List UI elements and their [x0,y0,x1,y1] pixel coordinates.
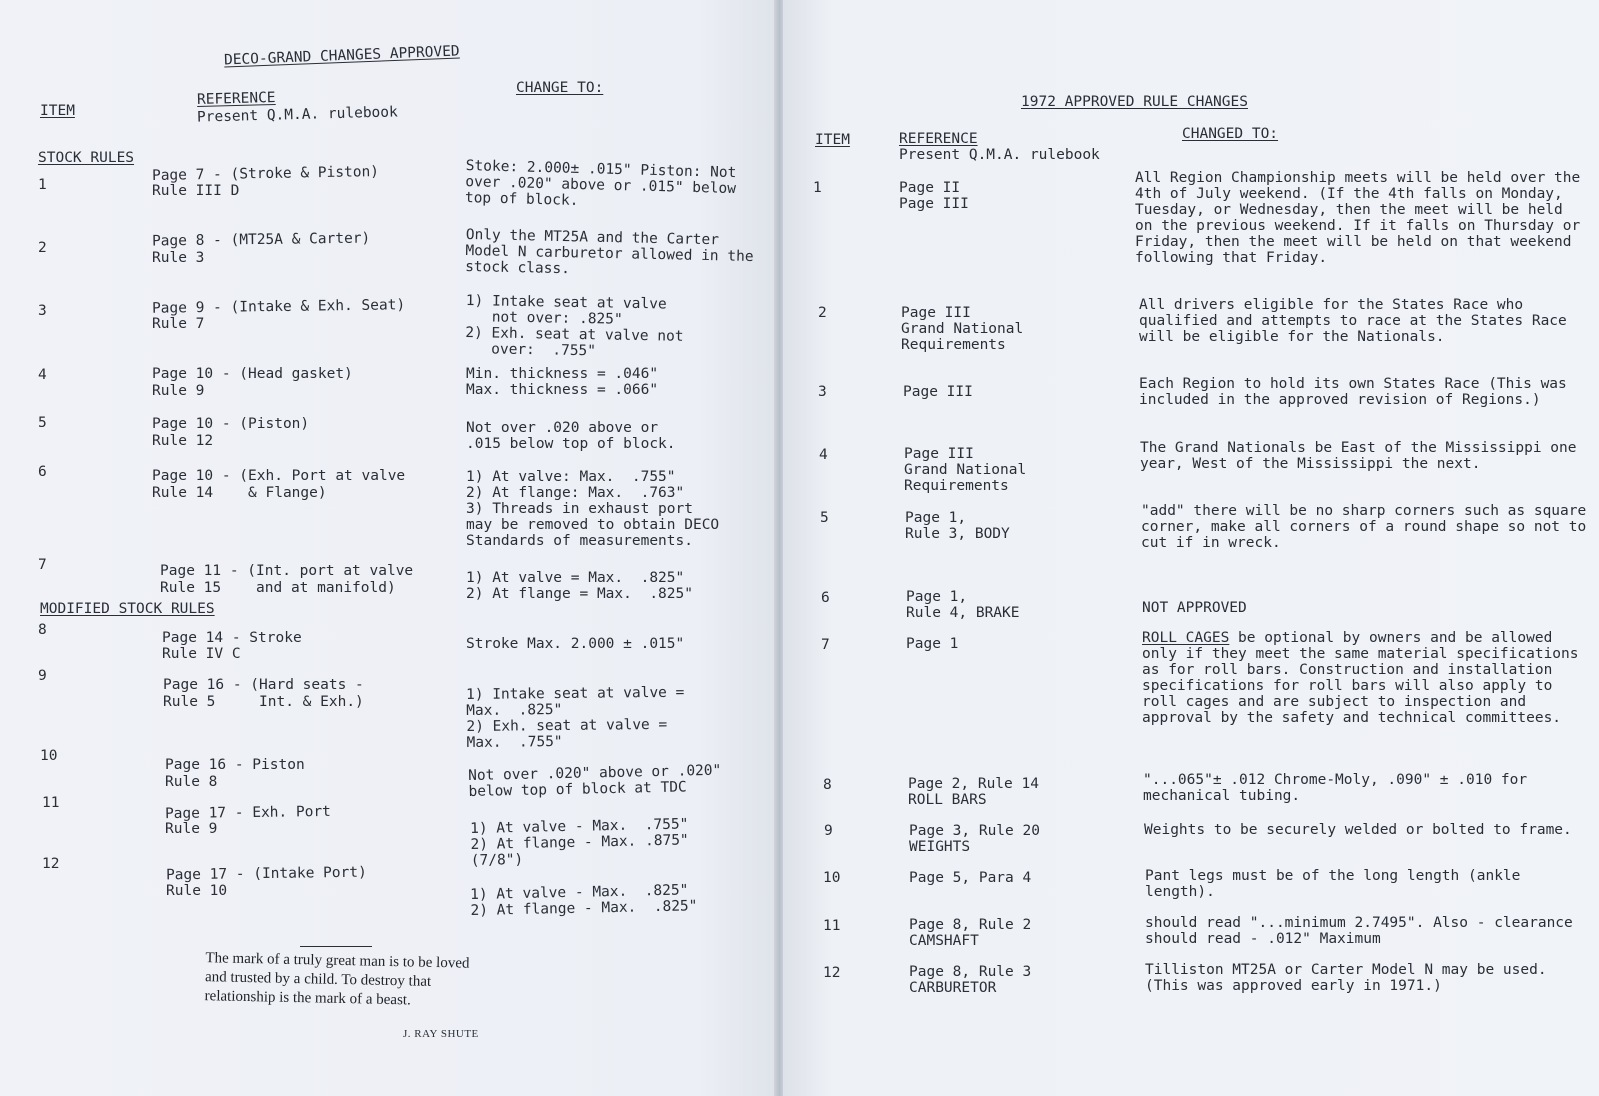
left-item-change: 1) At valve = Max. .825" 2) At flange = Max. .825" [466,570,693,602]
left-item-num: 11 [42,795,60,811]
right-item-num: 1 [813,180,822,196]
left-item-ref: Page 17 - (Intake Port) [165,864,367,884]
left-item-num: 1 [38,177,47,193]
left-item-ref: Page 8 - (MT25A & Carter) [151,230,371,250]
left-item-num: 4 [38,367,47,383]
left-col-change: CHANGE TO: [516,80,604,96]
left-item-change: 1) At valve - Max. .755" 2) At flange - Max. .875" (7/8") [470,816,689,869]
right-col-change: CHANGED TO: [1182,126,1279,142]
right-item-change: "...065"± .012 Chrome-Moly, .090" ± .010 for mechanical tubing. [1143,772,1528,804]
section-stock-rules: STOCK RULES [38,150,135,166]
right-item-ref: Page III [903,384,973,400]
right-page [783,0,1599,1096]
left-col-reference: REFERENCE [196,89,276,109]
left-item-num: 2 [38,240,47,256]
right-item-ref: Page 8, Rule 3 CARBURETOR [909,964,1032,996]
left-item-change: Not over .020" above or .020" below top of block at TDC [468,762,722,800]
right-item-num: 7 [821,637,830,653]
right-item-change: should read "...minimum 2.7495". Also - clearance should read - .012" Maximum [1145,915,1573,947]
right-item-change: Weights to be securely welded or bolted to frame. [1144,822,1572,838]
left-item-change: Stoke: 2.000± .015" Piston: Not over .020" above or .015" below top of block. [464,158,737,209]
roll-cages-lead: ROLL CAGES [1142,630,1230,646]
right-item-num: 5 [820,510,829,526]
left-item-change: 1) At valve - Max. .825" 2) At flange - Max. .825" [470,882,698,919]
left-item-ref: Page 10 - (Head gasket) [152,366,353,382]
quote-text: The mark of a truly great man is to be loved and trusted by a child. To destroy that relationship is the mark of a beast. [204,950,470,1009]
right-item-ref: Page 2, Rule 14 ROLL BARS [908,776,1039,808]
left-item-num: 3 [38,303,47,319]
quote-author: J. RAY SHUTE [403,1028,479,1040]
right-item-change: NOT APPROVED [1142,600,1247,616]
right-item-ref: Page III Grand National Requirements [901,305,1024,353]
left-item-ref-rule: Rule 8 [165,774,218,790]
left-item-ref: Page 14 - Stroke [162,630,302,646]
left-item-num: 10 [40,748,58,764]
right-item-num: 3 [818,384,827,400]
right-col-reference-sub: Present Q.M.A. rulebook [899,147,1100,163]
left-item-ref-rule: Rule IV C [162,646,241,662]
right-item-num: 9 [824,823,833,839]
right-item-num: 6 [821,590,830,606]
left-item-ref-rule: Rule 3 [152,250,205,266]
quote-divider [300,946,372,947]
left-item-ref: Page 16 - Piston [165,757,305,773]
left-col-reference-sub: Present Q.M.A. rulebook [196,104,398,126]
left-item-ref-rule: Rule 15 and at manifold) [160,580,396,596]
right-item-change: Tilliston MT25A or Carter Model N may be used. (This was approved early in 1971.) [1145,962,1547,994]
left-item-ref-rule: Rule 9 [152,383,205,399]
right-item-change: "add" there will be no sharp corners such as square corner, make all corners of a round shape so not to cut if in wreck. [1141,503,1587,551]
left-item-change: 1) Intake seat at valve not over: .825" 2) Exh. seat at valve not over: .755" [464,293,684,360]
left-item-ref: Page 16 - (Hard seats - [163,677,364,693]
left-item-num: 5 [38,415,47,431]
left-item-num: 9 [38,668,47,684]
right-item-num: 12 [823,965,841,981]
left-title: DECO-GRAND CHANGES APPROVED [223,43,460,69]
left-item-ref-rule: Rule 12 [152,433,214,449]
right-item-change: All Region Championship meets will be held over the 4th of July weekend. (If the 4th falls on Monday, Tuesday, or Wednesday, then the meet will be held on the previous weekend. If it falls on Thursday or Friday, then the meet will be held on that weekend following that Friday. [1135,170,1581,266]
right-item-num: 10 [823,870,841,886]
left-item-ref: Page 17 - Exh. Port [164,803,331,823]
right-item-change: Each Region to hold its own States Race (This was included in the approved revision of Regions.) [1139,376,1567,408]
right-item-ref: Page 8, Rule 2 CAMSHAFT [909,917,1032,949]
right-item-num: 11 [823,918,841,934]
right-item-ref: Page III Grand National Requirements [904,446,1027,494]
right-item-ref: Page 1 [906,636,959,652]
right-item-change [1142,630,1592,726]
left-item-num: 12 [42,856,60,872]
left-item-num: 7 [38,557,47,573]
left-item-num: 6 [38,464,47,480]
left-item-ref-rule: Rule 14 & Flange) [152,485,327,501]
left-item-ref: Page 11 - (Int. port at valve [160,563,414,579]
left-item-change: Stroke Max. 2.000 ± .015" [466,636,685,652]
left-page [0,0,776,1096]
left-item-ref: Page 7 - (Stroke & Piston) [151,164,380,184]
right-item-change: The Grand Nationals be East of the Mississippi one year, West of the Mississippi the next. [1140,440,1577,472]
right-item-ref: Page II Page III [899,180,969,212]
left-item-ref-rule: Rule 7 [152,316,205,332]
right-item-change: All drivers eligible for the States Race who qualified and attempts to race at the States Race will be eligible for the Nationals. [1139,297,1567,345]
right-col-item: ITEM [815,132,850,148]
right-item-ref: Page 3, Rule 20 WEIGHTS [909,823,1040,855]
left-item-ref-rule: Rule III D [152,183,240,199]
right-item-num: 4 [819,447,828,463]
left-item-ref-rule: Rule 9 [165,821,218,837]
right-item-change: Pant legs must be of the long length (ankle length). [1145,868,1521,900]
left-item-num: 8 [38,622,47,638]
left-col-item: ITEM [40,103,75,119]
right-item-ref: Page 5, Para 4 [909,870,1032,886]
right-item-num: 2 [818,305,827,321]
left-item-ref-rule: Rule 10 [166,883,228,899]
right-item-ref: Page 1, Rule 3, BODY [905,510,1010,542]
roll-cages-text: be optional by owners and be allowed only if they meet the same material specifications as for roll bars. Construction and installation specifications for roll bars will also apply to roll cages and are subject to inspection and approval by the safety and technical committees. [1142,630,1579,726]
right-title: 1972 APPROVED RULE CHANGES [1021,94,1248,110]
left-item-ref: Page 10 - (Exh. Port at valve [152,468,406,484]
right-item-num: 8 [823,777,832,793]
right-col-reference: REFERENCE [899,131,978,147]
left-item-change: Min. thickness = .046" Max. thickness = .066" [466,366,659,398]
left-item-change: Not over .020 above or .015 below top of block. [466,420,676,452]
left-item-change: 1) At valve: Max. .755" 2) At flange: Max. .763" 3) Threads in exhaust port may be removed to obtain DECO Standards of measurements. [466,469,720,549]
left-item-ref: Page 10 - (Piston) [152,416,310,432]
section-modified-stock-rules: MODIFIED STOCK RULES [40,601,215,617]
left-item-ref-rule: Rule 5 Int. & Exh.) [163,694,364,710]
left-item-change: Only the MT25A and the Carter Model N carburetor allowed in the stock class. [464,227,754,278]
left-item-ref: Page 9 - (Intake & Exh. Seat) [151,297,406,317]
right-item-ref: Page 1, Rule 4, BRAKE [906,589,1020,621]
left-item-change: 1) Intake seat at valve = Max. .825" 2) Exh. seat at valve = Max. .755" [466,684,685,751]
